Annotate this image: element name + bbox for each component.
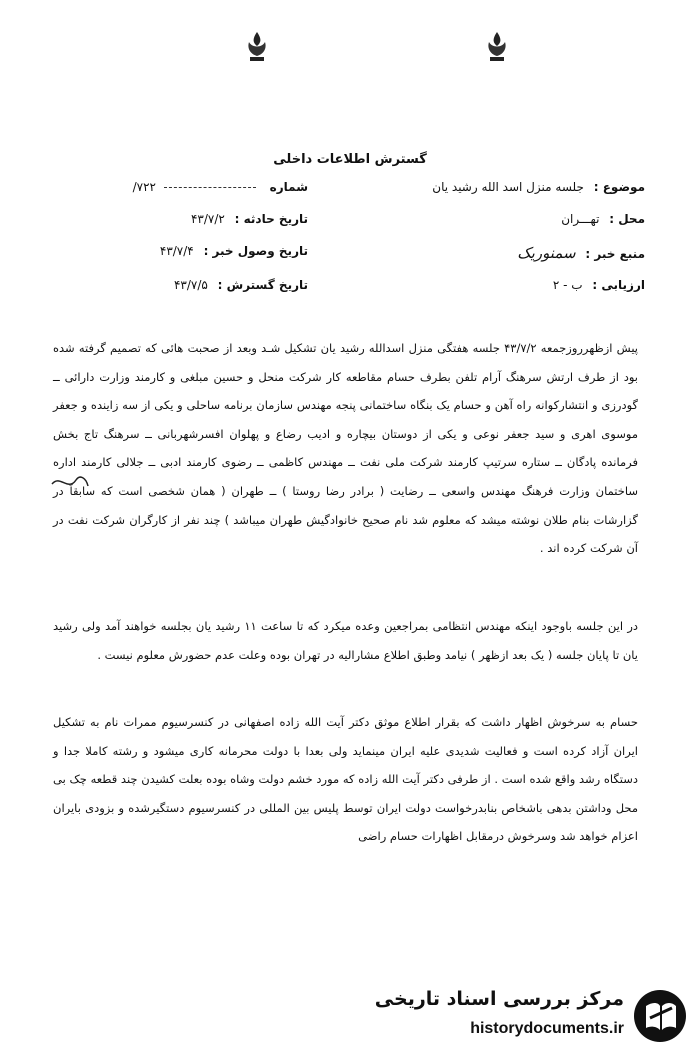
archive-logo	[374, 988, 694, 1048]
report-date-label: تاریخ گسترش :	[217, 278, 308, 292]
event-date-label: تاریخ حادثه :	[234, 212, 308, 226]
received-date-row	[160, 244, 308, 258]
source-row	[517, 244, 645, 262]
archive-emblem-icon	[632, 988, 688, 1044]
grade-value: ب - ۲	[552, 278, 583, 292]
number-line	[164, 187, 256, 188]
event-date-value: ۴۳/۷/۲	[190, 212, 225, 226]
archive-org-name: مرکز بررسی اسناد تاریخی	[374, 988, 624, 1010]
grade-row	[553, 278, 645, 292]
place-row	[561, 212, 645, 226]
number-value: ۷۲۲/	[132, 180, 156, 194]
place-value: تهـــران	[561, 212, 600, 226]
place-label: محل :	[609, 212, 645, 226]
source-label: منبع خبر :	[585, 247, 645, 261]
subject-row	[432, 180, 645, 194]
body-paragraph-1: پیش ازظهرروزجمعه ۴۳/۷/۲ جلسه هفتگی منزل اسدالله رشید یان تشکیل شـد وبعد از صحبت هائی که تصمیم گرفته شده بود از طرف ارتش سرهنگ آرام تلفن بطرف حسام مقاطعه کار شرکت منحل و حسین مبلغی و کارمند وزارت دارائی ــ گودرزی و انتشارکوانه راه آهن و حسام یک بنگاه ساختمانی پنجه مهندس سازمان برنامه ساحلی و یکی از سه زاینده و جعفر موسوی اهری و سید جعفر نوعی و یکی از دوستان بیچاره و ادیب رضاع و پهلوان افسرشهربانی ــ سرهنگ تاج بخش فرمانده پادگان ــ ستاره سرتیپ کارمند شرکت ملی نفت ــ مهندس کاظمی ــ رضوی کارمند ادبی ــ جلالی کارمند اداره ساختمان وزارت فرهنگ مهندس واسعی ــ رضایت ( برادر رضا روستا ) ــ طهران ( همان شخصی است که سابقاً در گزارشات بنام طلان نوشته میشد که معلوم شد نام صحیح خانوادگیش طهران میباشد ) چند نفر از کارگران شرکت نفت در آن شرکت کرده اند .	[53, 341, 638, 556]
received-date-label: تاریخ وصول خبر :	[203, 244, 308, 258]
archive-website: historydocuments.ir	[470, 1020, 624, 1037]
document-title: گسترش اطلاعات داخلی	[273, 152, 427, 167]
grade-label: ارزیابی :	[592, 278, 645, 292]
report-date-row	[174, 278, 308, 292]
report-date-value: ۴۳/۷/۵	[173, 278, 208, 292]
source-value-handwritten: سمنوریک	[517, 244, 576, 262]
body-paragraph-2: در این جلسه باوجود اینکه مهندس انتظامی بمراجعین وعده میکرد که تا ساعت ۱۱ رشید یان بجلسه خواهند آمد ولی رشید یان تا پایان جلسه ( یک بعد ازظهر ) نیامد وطبق اطلاع مشارالیه در تهران بوده وعلت عدم حضورش معلوم نیست .	[53, 619, 638, 662]
crest-emblem-icon	[484, 30, 510, 64]
received-date-value: ۴۳/۷/۴	[159, 244, 194, 258]
number-row	[133, 180, 308, 194]
event-date-row	[191, 212, 308, 226]
subject-value: جلسه منزل اسد الله رشید یان	[432, 180, 584, 194]
handwritten-mark-icon	[50, 470, 90, 494]
body-paragraph-3: حسام به سرخوش اظهار داشت که بقرار اطلاع موثق دکتر آیت الله زاده اصفهانی در کنسرسیوم ممرات نام به تشکیل ایران آزاد کرده است و فعالیت شدیدی علیه ایران مینماید ولی بعدا با دولت محرمانه کاری میشود و رشته کاملا جدا و دستگاه رشد واقع شده است . از طرفی دکتر آیت الله زاده که مورد خشم دولت وشاه بوده بعلت کشیدن چند قطعه چک بی محل وداشتن بدهی باشخاص بنابدرخواست دولت ایران توسط پلیس بین المللی در کنسرسیوم دستگیرشده و بزودی بایران اعزام خواهد شد وسرخوش درمقابل اظهارات حسام راضی	[53, 715, 638, 844]
subject-label: موضوع :	[593, 180, 645, 194]
number-label: شماره	[269, 180, 308, 194]
crest-emblem-icon	[244, 30, 270, 64]
